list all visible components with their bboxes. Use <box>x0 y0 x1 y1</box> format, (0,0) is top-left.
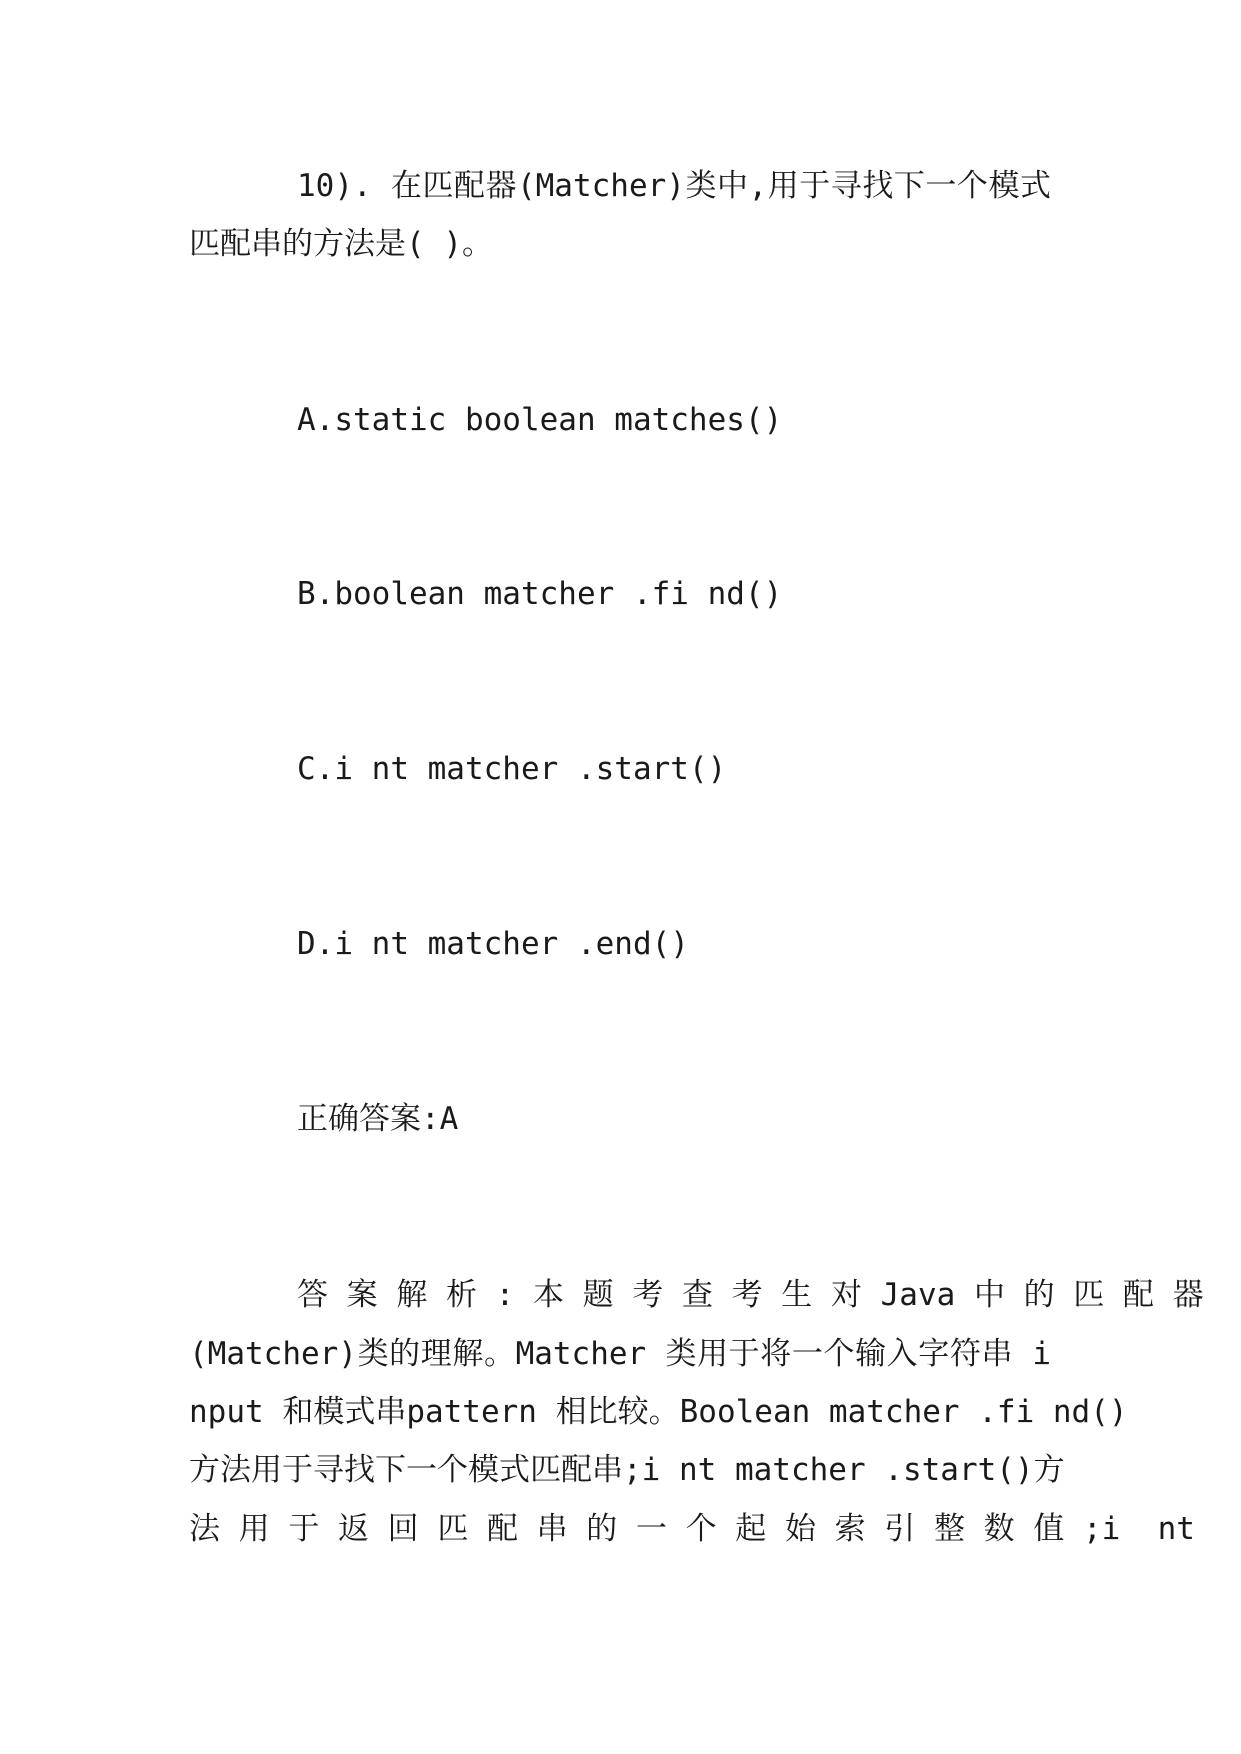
explanation-line-2: (Matcher)类的理解。Matcher 类用于将一个输入字符串 i <box>189 1336 1051 1372</box>
option-a: A.static boolean matches() <box>297 402 783 438</box>
correct-answer: 正确答案:A <box>297 1101 459 1137</box>
explanation-line-4: 方法用于寻找下一个模式匹配串;i nt matcher .start()方 <box>189 1452 1065 1488</box>
question-text-line-1: 10). 在匹配器(Matcher)类中,用于寻找下一个模式 <box>297 168 1051 204</box>
explanation-line-3: nput 和模式串pattern 相比较。Boolean matcher .fi nd() <box>189 1394 1128 1430</box>
option-b: B.boolean matcher .fi nd() <box>297 576 783 612</box>
explanation-line-1: 答 案 解 析 : 本 题 考 查 考 生 对 Java 中 的 匹 配 器 <box>297 1277 1204 1313</box>
explanation-line-5: 法 用 于 返 回 匹 配 串 的 一 个 起 始 索 引 整 数 值 ;i nt <box>189 1511 1195 1547</box>
option-c: C.i nt matcher .start() <box>297 751 727 787</box>
question-text-line-2: 匹配串的方法是( )。 <box>189 226 493 262</box>
option-d: D.i nt matcher .end() <box>297 926 689 962</box>
